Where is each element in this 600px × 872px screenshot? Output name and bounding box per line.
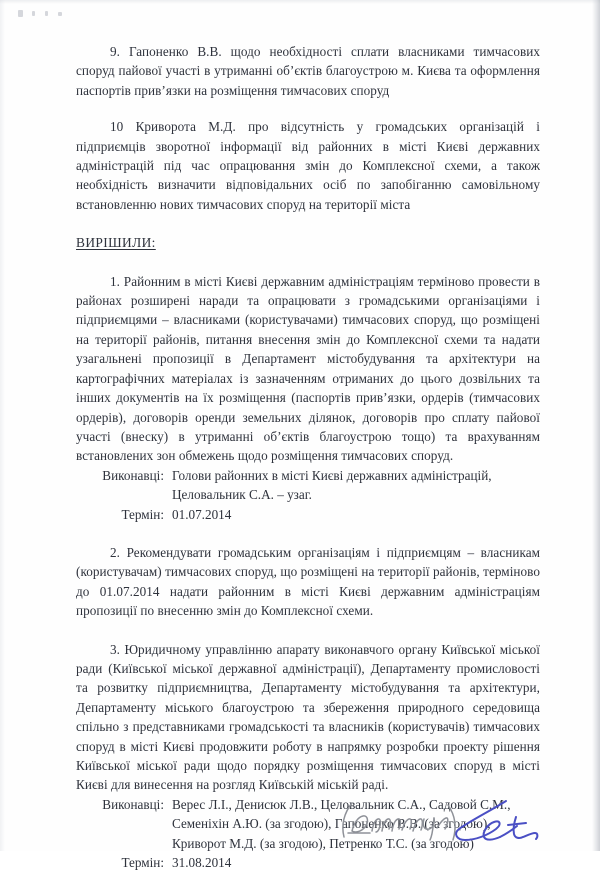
corner-smudge-marks (18, 8, 88, 20)
decision-1-executors-block (76, 466, 540, 524)
executor-line: Верес Л.І., Денисюк Л.В., Целовальник С.А., Садовой С.М., (172, 796, 511, 812)
scan-edge-right (592, 0, 600, 851)
decisions-heading: ВИРІШИЛИ: (76, 235, 156, 251)
executor-line: Целовальник С.А. – узаг. (172, 487, 312, 503)
paragraph-gap (76, 100, 540, 117)
decision-1-deadline-row (76, 505, 540, 524)
decision-3-deadline-value (172, 853, 540, 872)
decision-gap-2 (76, 621, 540, 640)
decision-2-text: 2. Рекомендувати громадським організаціям і підприємцям – власникам (користувачам) тимчасових споруд, що розміщені на території районів, терміново до 01.07.2014 надати районним в місті Києві державним адміністраціям пропозиції по внесенню змін до Комплексної схеми. (76, 544, 540, 619)
document-body (76, 42, 540, 872)
decision-1-executors-value (172, 466, 540, 505)
paragraph-item-9: 9. Гапоненко В.В. щодо необхідності сплати власниками тимчасових споруд пайової участі в утриманні об’єктів благоустрою м. Києва та оформлення паспортів прив’язки на розміщення тимчасових споруд (76, 44, 540, 98)
deadline-date: 01.07.2014 (172, 506, 232, 522)
signature-area (330, 795, 580, 851)
executor-line: Голови районних в місті Києві державних адміністрацій, (172, 467, 492, 483)
heading-bottom-gap (76, 253, 540, 272)
scan-edge-left (0, 0, 5, 851)
decision-1-deadline-label: Термін: (121, 506, 164, 522)
decision-3-executors-label: Виконавці: (102, 796, 164, 812)
executor-line: Криворот М.Д. (за згодою), Петренко Т.С. (за згодою) (172, 835, 474, 851)
decision-1-deadline-value (172, 505, 540, 524)
heading-gap (76, 214, 540, 233)
decision-1-executors-row (76, 466, 540, 505)
decision-3-deadline-row (76, 853, 540, 872)
decision-1-text: 1. Районним в місті Києві державним адміністраціям терміново провести в районах розширені наради та опрацювати з громадськими організаціями і підприємцями – власниками (користувачами) тимчасових споруд, що розміщені на території районів, питання внесення змін до Комплексної схеми та надати узагальнені пропозиції в Департамент містобудування та архітектури на картографічних матеріалах із зазначенням отриманих до цього дозвільних та інших документів на їх розміщення (паспортів прив’язки, ордерів (тимчасових ордерів), договорів оренди земельних ділянок, договорів про сплату пайової участі (внеску) в утриманні об’єктів благоустрою тощо) та врахуванням встановлених зон обмежень щодо розміщення тимчасових споруд. (76, 273, 540, 464)
scan-edge-top (0, 0, 600, 4)
decision-3-text: 3. Юридичному управлінню апарату виконавчого органу Київської міської ради (Київської міської державної адміністрації), Департаменту промисловості та розвитку підприємництва, Департаменту містобудування та архітектури, Департаменту міського благоустрою та збереження природного середовища спільно з представниками громадськості та власників (користувачів) тимчасових споруд в місті Києві продовжити роботу в напрямку розробки проекту рішення Київської міської ради щодо порядку розміщення тимчасових споруд в місті Києві для винесення на розгляд Київській міській раді. (76, 641, 540, 793)
decision-1-executors-label: Виконавці: (102, 467, 164, 483)
decision-3-deadline-label: Термін: (121, 855, 164, 871)
handwritten-signature-icon (330, 795, 580, 851)
paragraph-item-10: 10 Криворота М.Д. про відсутність у громадських організацій і підприємців зворотної інформації від районних в місті Києві державних адміністрацій під час опрацювання змін до Комплексної схеми, а також необхідність визначити відповідальних осіб по запобіганню самовільному встановленню нових тимчасових споруд на території міста (76, 119, 540, 212)
executor-line: Семеніхін А.Ю. (за згодою), Гапоненко В.В. (за згодою), (172, 816, 491, 832)
deadline-date: 31.08.2014 (172, 855, 232, 871)
decision-gap-1 (76, 524, 540, 543)
